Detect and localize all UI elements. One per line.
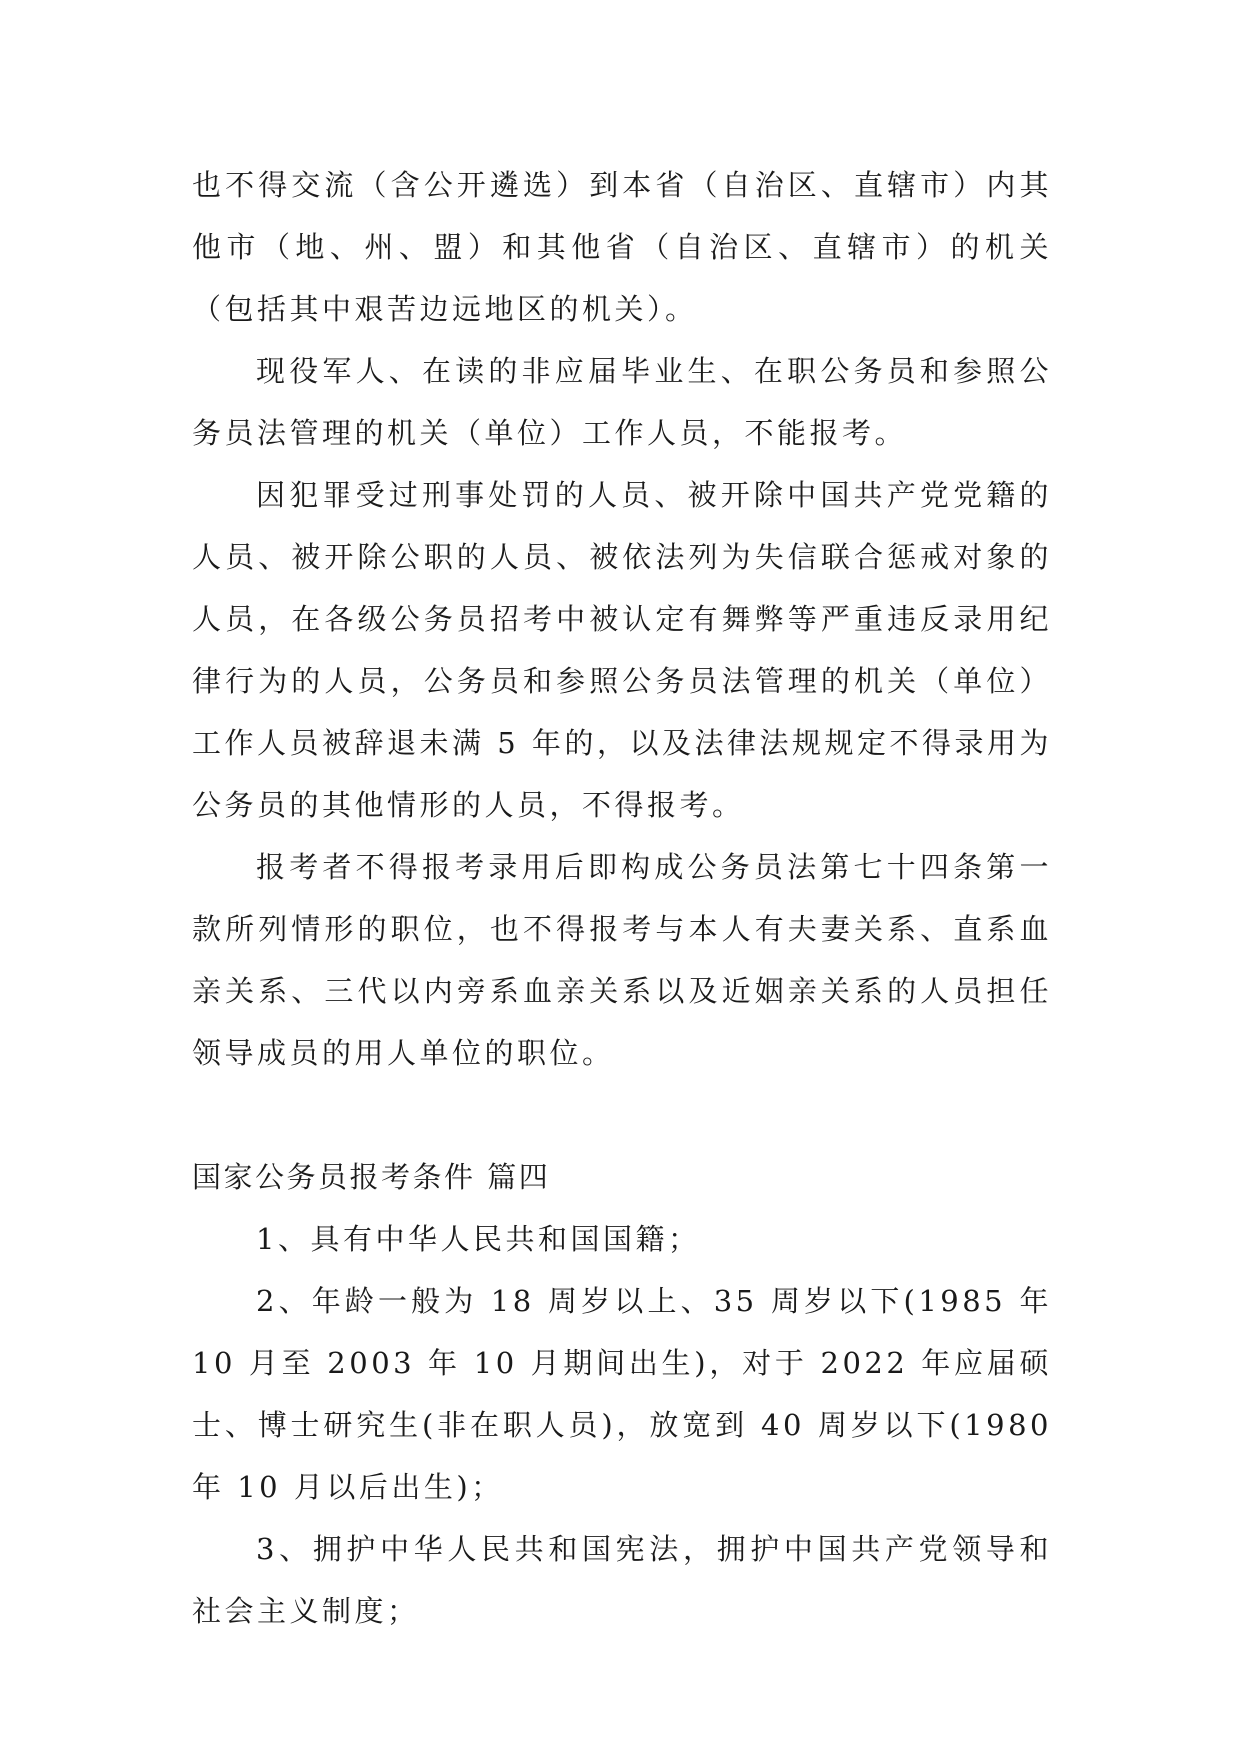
paragraph-active-servicemen: 现役军人、在读的非应届毕业生、在职公务员和参照公务员法管理的机关（单位）工作人员，不能报考。 (192, 354, 1052, 450)
paragraph-avoidance-relations: 报考者不得报考录用后即构成公务员法第七十四条第一款所列情形的职位，也不得报考与本人有夫妻关系、直系血亲关系、三代以内旁系血亲关系以及近姻亲关系的人员担任领导成员的用人单位的职位。 (192, 850, 1052, 1070)
condition-item: 1、具有中华人民共和国国籍； (256, 1222, 701, 1256)
document-body (192, 154, 1052, 1642)
condition-item: 3、拥护中华人民共和国宪法，拥护中国共产党领导和社会主义制度； (192, 1532, 1052, 1628)
section-title: 国家公务员报考条件 篇四 (192, 1160, 551, 1194)
condition-item: 2、年龄一般为 18 周岁以上、35 周岁以下(1985 年 10 月至 2003 年 10 月期间出生)，对于 2022 年应届硕士、博士研究生(非在职人员)，放宽到 40 周岁以下(1980 年 10 月以后出生)； (192, 1284, 1052, 1504)
paragraph-disqualified-persons: 因犯罪受过刑事处罚的人员、被开除中国共产党党籍的人员、被开除公职的人员、被依法列为失信联合惩戒对象的人员，在各级公务员招考中被认定有舞弊等严重违反录用纪律行为的人员，公务员和参照公务员法管理的机关（单位）工作人员被辞退未满 5 年的，以及法律法规规定不得录用为公务员的其他情形的人员，不得报考。 (192, 478, 1052, 822)
paragraph-continuation: 也不得交流（含公开遴选）到本省（自治区、直辖市）内其他市（地、州、盟）和其他省（自治区、直辖市）的机关（包括其中艰苦边远地区的机关）。 (192, 168, 1052, 326)
